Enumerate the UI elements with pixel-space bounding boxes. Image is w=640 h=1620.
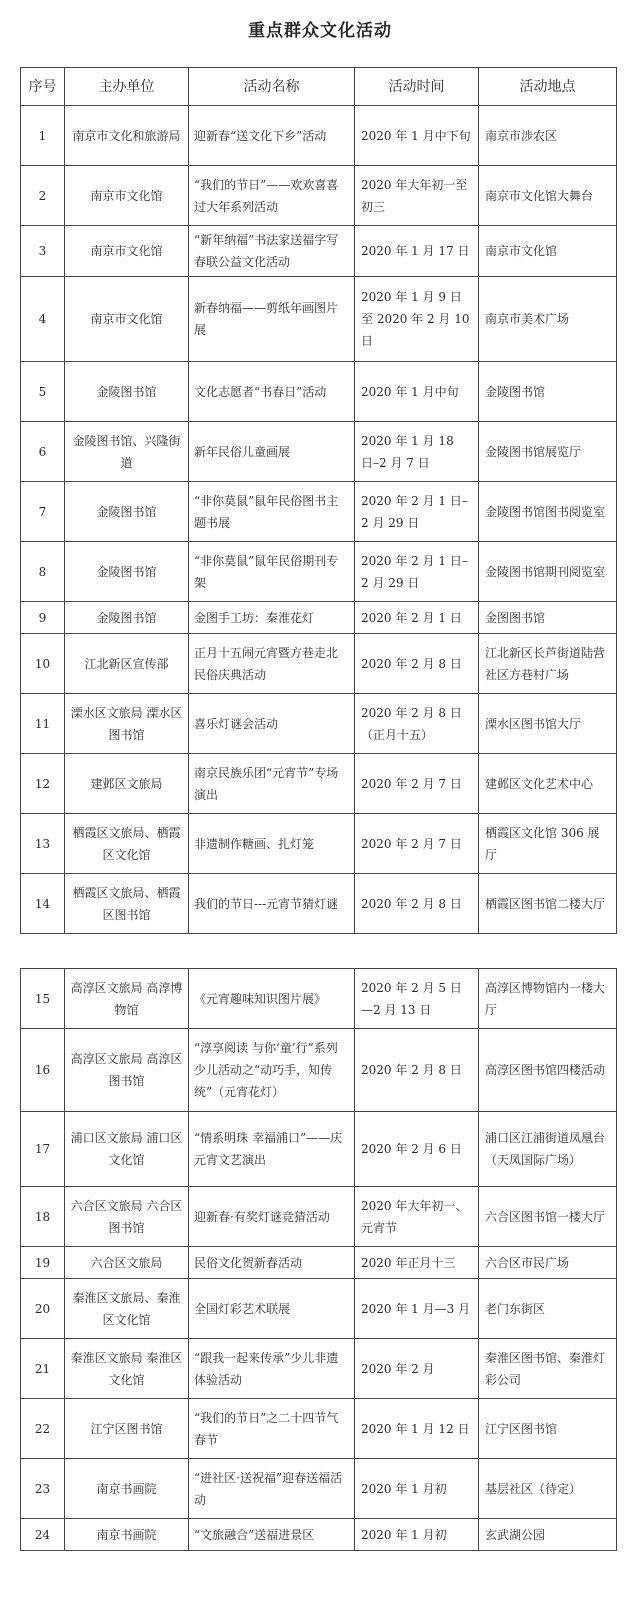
table-row bbox=[21, 874, 617, 934]
row-activity-name: 迎新春“送文化下乡”活动 bbox=[189, 106, 355, 166]
row-activity-time: 2020 年 1 月初 bbox=[355, 1459, 479, 1519]
row-activity-time: 2020 年 2 月 6 日 bbox=[355, 1112, 479, 1187]
row-activity-name: 新春纳福——剪纸年画图片展 bbox=[189, 277, 355, 362]
row-activity-place: 栖霞区文化馆 306 展厅 bbox=[479, 814, 617, 874]
row-activity-place: 栖霞区图书馆二楼大厅 bbox=[479, 874, 617, 934]
table-row bbox=[21, 1187, 617, 1247]
row-activity-time: 2020 年 2 月 1 日 bbox=[355, 602, 479, 634]
row-organizer: 南京市文化馆 bbox=[65, 166, 189, 226]
header-activity-place: 活动地点 bbox=[479, 68, 617, 106]
row-activity-place: 溧水区图书馆大厅 bbox=[479, 694, 617, 754]
row-activity-place: 南京市涉农区 bbox=[479, 106, 617, 166]
row-activity-place: 金陵图书馆 bbox=[479, 362, 617, 422]
row-activity-time: 2020 年 2 月 1 日–2 月 29 日 bbox=[355, 542, 479, 602]
row-activity-name: 正月十五闹元宵暨方巷走北民俗庆典活动 bbox=[189, 634, 355, 694]
table-row bbox=[21, 166, 617, 226]
table-row bbox=[21, 1519, 617, 1551]
row-activity-name: 喜乐灯谜会活动 bbox=[189, 694, 355, 754]
row-index: 11 bbox=[21, 694, 65, 754]
row-index: 5 bbox=[21, 362, 65, 422]
row-organizer: 江宁区图书馆 bbox=[65, 1399, 189, 1459]
header-index: 序号 bbox=[21, 68, 65, 106]
row-activity-time: 2020 年 1 月初 bbox=[355, 1519, 479, 1551]
table-row bbox=[21, 694, 617, 754]
row-index: 1 bbox=[21, 106, 65, 166]
row-index: 19 bbox=[21, 1247, 65, 1279]
row-index: 20 bbox=[21, 1279, 65, 1339]
row-index: 23 bbox=[21, 1459, 65, 1519]
activities-table-continued bbox=[20, 968, 617, 1551]
row-activity-time: 2020 年 1 月 17 日 bbox=[355, 226, 479, 277]
row-index: 14 bbox=[21, 874, 65, 934]
row-activity-place: 基层社区（待定） bbox=[479, 1459, 617, 1519]
row-organizer: 南京市文化馆 bbox=[65, 277, 189, 362]
row-index: 9 bbox=[21, 602, 65, 634]
row-activity-place: 南京市文化馆大舞台 bbox=[479, 166, 617, 226]
row-activity-name: “我们的节日”——欢欢喜喜过大年系列活动 bbox=[189, 166, 355, 226]
row-activity-name: “跟我一起来传承”少儿非遗体验活动 bbox=[189, 1339, 355, 1399]
row-organizer: 高淳区文旅局 高淳博物馆 bbox=[65, 969, 189, 1029]
table-row bbox=[21, 1279, 617, 1339]
row-activity-place: 金陵图书馆图书阅览室 bbox=[479, 482, 617, 542]
row-activity-name: “情系明珠 幸福浦口”——庆元宵文艺演出 bbox=[189, 1112, 355, 1187]
row-activity-time: 2020 年大年初一至初三 bbox=[355, 166, 479, 226]
row-activity-name: “文旅融合”送福进景区 bbox=[189, 1519, 355, 1551]
row-index: 22 bbox=[21, 1399, 65, 1459]
row-index: 6 bbox=[21, 422, 65, 482]
row-activity-name: 文化志愿者“书春日”活动 bbox=[189, 362, 355, 422]
table-row bbox=[21, 1247, 617, 1279]
row-index: 2 bbox=[21, 166, 65, 226]
row-activity-place: 六合区图书馆一楼大厅 bbox=[479, 1187, 617, 1247]
table-row bbox=[21, 1399, 617, 1459]
table-row bbox=[21, 277, 617, 362]
row-activity-place: 江北新区长芦街道陆营社区方巷村广场 bbox=[479, 634, 617, 694]
row-activity-place: 老门东街区 bbox=[479, 1279, 617, 1339]
row-activity-time: 2020 年 2 月 8 日 bbox=[355, 634, 479, 694]
row-activity-name: 新年民俗儿童画展 bbox=[189, 422, 355, 482]
row-index: 12 bbox=[21, 754, 65, 814]
row-activity-place: 六合区市民广场 bbox=[479, 1247, 617, 1279]
row-activity-time: 2020 年 2 月 8 日（正月十五） bbox=[355, 694, 479, 754]
table-row bbox=[21, 1339, 617, 1399]
row-index: 4 bbox=[21, 277, 65, 362]
table-row bbox=[21, 634, 617, 694]
table-row bbox=[21, 969, 617, 1029]
table-row bbox=[21, 1112, 617, 1187]
header-activity-name: 活动名称 bbox=[189, 68, 355, 106]
row-activity-time: 2020 年 2 月 8 日 bbox=[355, 874, 479, 934]
row-organizer: 浦口区文旅局 浦口区文化馆 bbox=[65, 1112, 189, 1187]
row-organizer: 秦淮区文旅局、秦淮区文化馆 bbox=[65, 1279, 189, 1339]
row-organizer: 建邺区文旅局 bbox=[65, 754, 189, 814]
table-row bbox=[21, 1459, 617, 1519]
row-activity-place: 南京市文化馆 bbox=[479, 226, 617, 277]
row-organizer: 南京书画院 bbox=[65, 1519, 189, 1551]
row-organizer: 秦淮区文旅局 秦淮区文化馆 bbox=[65, 1339, 189, 1399]
row-index: 13 bbox=[21, 814, 65, 874]
row-activity-time: 2020 年 2 月 7 日 bbox=[355, 814, 479, 874]
row-activity-name: 民俗文化贺新春活动 bbox=[189, 1247, 355, 1279]
row-activity-time: 2020 年正月十三 bbox=[355, 1247, 479, 1279]
row-organizer: 金陵图书馆 bbox=[65, 602, 189, 634]
row-activity-time: 2020 年 2 月 7 日 bbox=[355, 754, 479, 814]
row-organizer: 栖霞区文旅局、栖霞区图书馆 bbox=[65, 874, 189, 934]
row-index: 21 bbox=[21, 1339, 65, 1399]
row-activity-place: 建邺区文化艺术中心 bbox=[479, 754, 617, 814]
row-activity-place: 金陵图书馆期刊阅览室 bbox=[479, 542, 617, 602]
row-index: 18 bbox=[21, 1187, 65, 1247]
header-activity-time: 活动时间 bbox=[355, 68, 479, 106]
row-organizer: 高淳区文旅局 高淳区图书馆 bbox=[65, 1029, 189, 1112]
row-activity-place: 玄武湖公园 bbox=[479, 1519, 617, 1551]
row-activity-name: 金图手工坊：秦淮花灯 bbox=[189, 602, 355, 634]
row-activity-name: “淳享阅读 与你‘童’行”系列少儿活动之“动巧手，知传统”（元宵花灯） bbox=[189, 1029, 355, 1112]
table-row bbox=[21, 542, 617, 602]
table-row bbox=[21, 1029, 617, 1112]
row-activity-name: 我们的节日---元宵节猜灯谜 bbox=[189, 874, 355, 934]
row-activity-time: 2020 年 1 月中旬 bbox=[355, 362, 479, 422]
row-activity-name: “新年纳福”书法家送福字写春联公益文化活动 bbox=[189, 226, 355, 277]
row-activity-time: 2020 年 2 月 5 日—2 月 13 日 bbox=[355, 969, 479, 1029]
row-activity-place: 浦口区江浦街道凤凰台（天凤国际广场） bbox=[479, 1112, 617, 1187]
row-organizer: 金陵图书馆 bbox=[65, 362, 189, 422]
row-activity-time: 2020 年 2 月 bbox=[355, 1339, 479, 1399]
row-activity-place: 南京市美术广场 bbox=[479, 277, 617, 362]
row-activity-time: 2020 年 1 月 9 日至 2020 年 2 月 10 日 bbox=[355, 277, 479, 362]
row-activity-name: 南京民族乐团“元宵节”专场演出 bbox=[189, 754, 355, 814]
table-row bbox=[21, 482, 617, 542]
row-organizer: 金陵图书馆 bbox=[65, 542, 189, 602]
table-row bbox=[21, 754, 617, 814]
table-row bbox=[21, 814, 617, 874]
table-body bbox=[21, 106, 617, 934]
table-row bbox=[21, 226, 617, 277]
row-organizer: 金陵图书馆、兴隆街道 bbox=[65, 422, 189, 482]
table-row bbox=[21, 602, 617, 634]
row-index: 8 bbox=[21, 542, 65, 602]
row-activity-name: 迎新春·有奖灯谜竞猜活动 bbox=[189, 1187, 355, 1247]
row-activity-place: 高淳区博物馆内一楼大厅 bbox=[479, 969, 617, 1029]
row-index: 24 bbox=[21, 1519, 65, 1551]
header-organizer: 主办单位 bbox=[65, 68, 189, 106]
page-title: 重点群众文化活动 bbox=[248, 21, 392, 41]
table-row bbox=[21, 106, 617, 166]
row-activity-time: 2020 年 1 月 12 日 bbox=[355, 1399, 479, 1459]
row-organizer: 金陵图书馆 bbox=[65, 482, 189, 542]
row-index: 17 bbox=[21, 1112, 65, 1187]
row-activity-place: 高淳区图书馆四楼活动 bbox=[479, 1029, 617, 1112]
row-activity-name: “我们的节日”之二十四节气春节 bbox=[189, 1399, 355, 1459]
table-body bbox=[21, 969, 617, 1551]
row-organizer: 江北新区宣传部 bbox=[65, 634, 189, 694]
row-index: 16 bbox=[21, 1029, 65, 1112]
row-activity-time: 2020 年 1 月—3 月 bbox=[355, 1279, 479, 1339]
row-activity-time: 2020 年 1 月 18 日–2 月 7 日 bbox=[355, 422, 479, 482]
row-activity-name: 非遗制作糖画、扎灯笼 bbox=[189, 814, 355, 874]
row-organizer: 六合区文旅局 六合区图书馆 bbox=[65, 1187, 189, 1247]
row-activity-name: “进社区·送祝福”迎春送福活动 bbox=[189, 1459, 355, 1519]
row-organizer: 溧水区文旅局 溧水区图书馆 bbox=[65, 694, 189, 754]
row-index: 10 bbox=[21, 634, 65, 694]
row-activity-place: 江宁区图书馆 bbox=[479, 1399, 617, 1459]
row-index: 7 bbox=[21, 482, 65, 542]
row-organizer: 南京市文化馆 bbox=[65, 226, 189, 277]
row-organizer: 六合区文旅局 bbox=[65, 1247, 189, 1279]
row-index: 15 bbox=[21, 969, 65, 1029]
row-index: 3 bbox=[21, 226, 65, 277]
table-row bbox=[21, 362, 617, 422]
activities-table bbox=[20, 67, 617, 934]
row-activity-time: 2020 年大年初一、元宵节 bbox=[355, 1187, 479, 1247]
row-activity-name: “非你莫鼠”鼠年民俗图书主题书展 bbox=[189, 482, 355, 542]
row-activity-place: 秦淮区图书馆、秦淮灯彩公司 bbox=[479, 1339, 617, 1399]
page-gap bbox=[20, 958, 616, 968]
row-activity-time: 2020 年 2 月 8 日 bbox=[355, 1029, 479, 1112]
row-activity-name: “非你莫鼠”鼠年民俗期刊专架 bbox=[189, 542, 355, 602]
table-row bbox=[21, 422, 617, 482]
row-activity-name: 《元宵趣味知识图片展》 bbox=[189, 969, 355, 1029]
row-activity-time: 2020 年 2 月 1 日–2 月 29 日 bbox=[355, 482, 479, 542]
row-organizer: 南京市文化和旅游局 bbox=[65, 106, 189, 166]
row-activity-name: 全国灯彩艺术联展 bbox=[189, 1279, 355, 1339]
row-organizer: 南京书画院 bbox=[65, 1459, 189, 1519]
row-activity-place: 金陵图书馆展览厅 bbox=[479, 422, 617, 482]
row-activity-time: 2020 年 1 月中下旬 bbox=[355, 106, 479, 166]
row-activity-place: 金图图书馆 bbox=[479, 602, 617, 634]
row-organizer: 栖霞区文旅局、栖霞区文化馆 bbox=[65, 814, 189, 874]
